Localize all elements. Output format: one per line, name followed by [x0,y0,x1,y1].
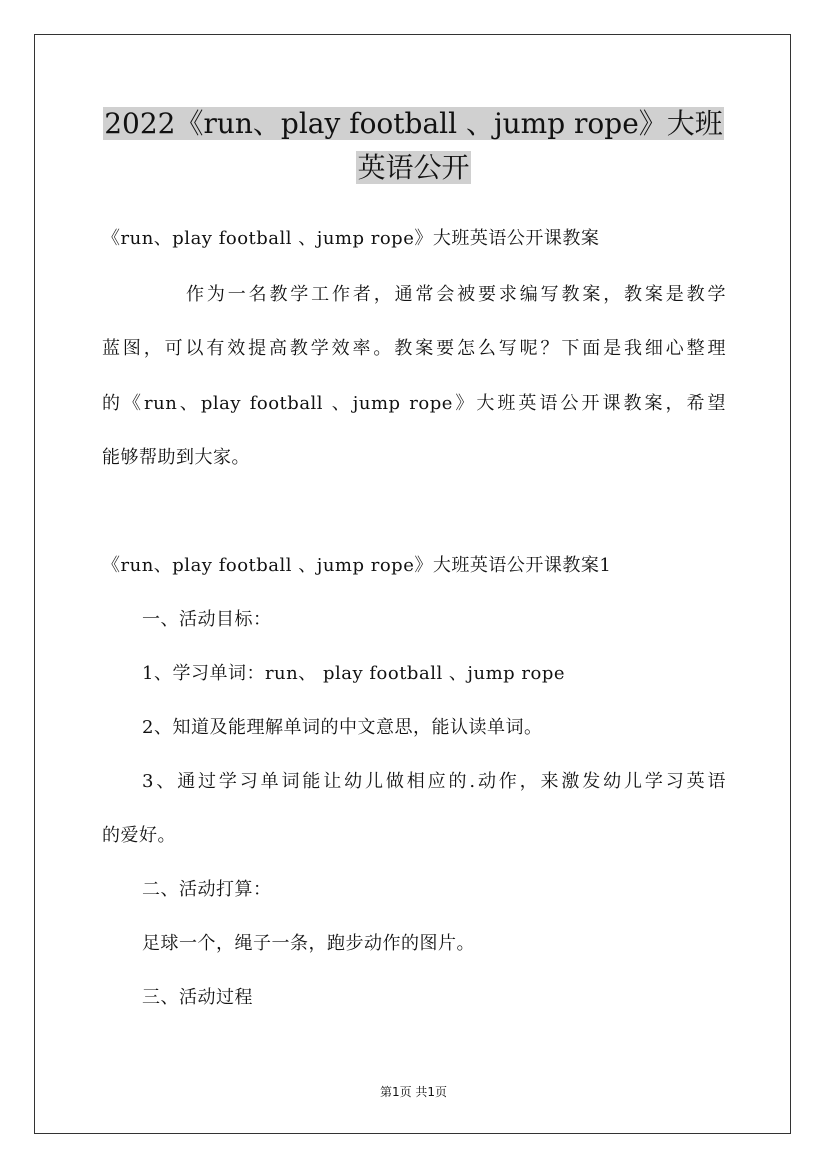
page-footer: 第1页 共1页 [379,1085,448,1099]
doc-heading: 《run、play football 、jump rope》大班英语公开课教案 [102,228,600,249]
section-heading: 《run、play football 、jump rope》大班英语公开课教案1 [102,555,612,576]
goal-item-3-line-2: 的爱好。 [102,825,176,846]
goal-item-3-line-1: 3、通过学习单词能让幼儿做相应的.动作，来激发幼儿学习英语 [142,771,726,792]
page-border [34,34,791,1134]
document-title [60,102,767,190]
intro-line-2: 蓝图，可以有效提高教学效率。教案要怎么写呢？下面是我细心整理 [102,338,726,359]
goal-title: 一、活动目标： [142,609,272,630]
process-title: 三、活动过程 [142,987,253,1008]
title-line-1: 2022《run、play football 、jump rope》大班 [104,107,723,140]
intro-line-1: 作为一名教学工作者，通常会被要求编写教案，教案是教学 [186,284,726,305]
prep-title: 二、活动打算： [142,879,272,900]
prep-text: 足球一个，绳子一条，跑步动作的图片。 [142,933,475,954]
goal-item-2: 2、知道及能理解单词的中文意思，能认读单词。 [142,717,543,738]
intro-line-3: 的《run、play football 、jump rope》大班英语公开课教案，希望 [102,393,726,414]
intro-line-4: 能够帮助到大家。 [102,447,250,468]
goal-item-1: 1、学习单词：run、 play football 、jump rope [142,663,566,684]
title-line-2: 英语公开 [357,151,470,184]
